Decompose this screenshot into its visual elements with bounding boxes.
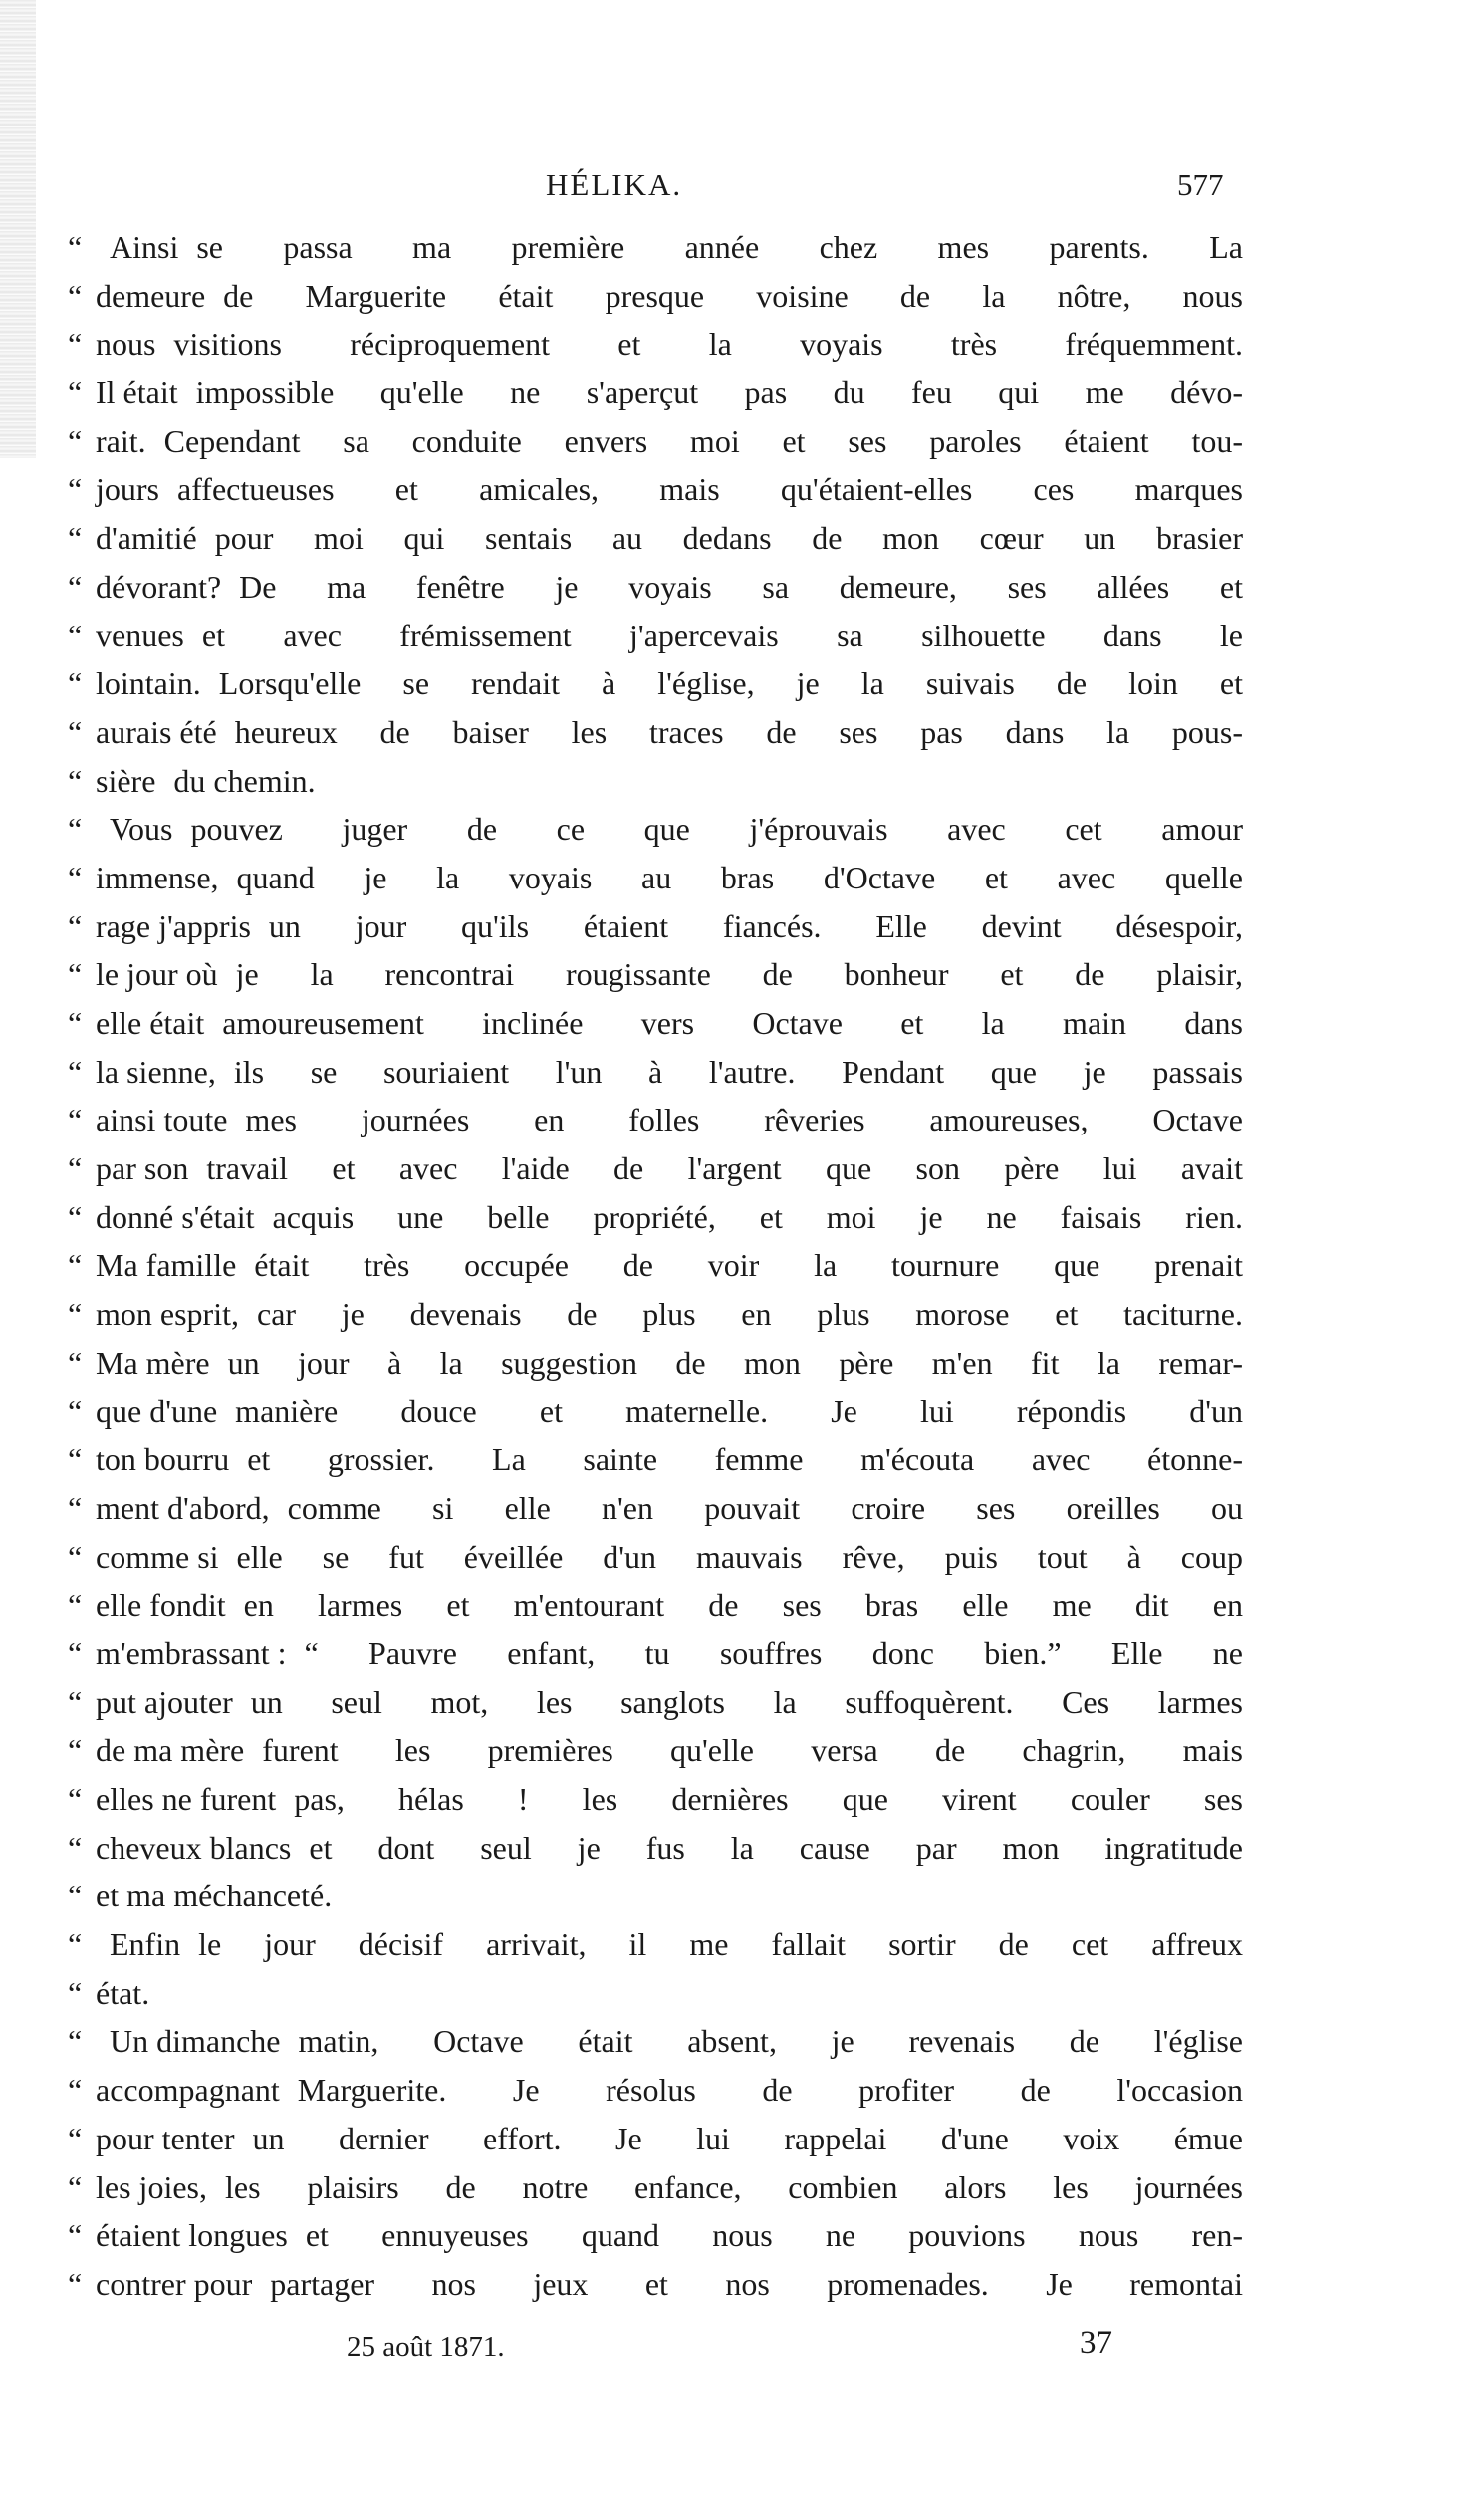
line-lead-words: cheveux blancs <box>96 1829 292 1866</box>
quote-mark: “ <box>68 617 83 653</box>
line-text: furent les premières qu'elle versa de chagrin, mais <box>262 1732 1243 1769</box>
line-text: était très occupée de voir la tournure que prenait <box>254 1247 1243 1284</box>
quote-mark: “ <box>68 1296 83 1333</box>
quote-mark: “ <box>68 375 83 411</box>
text-line <box>68 1636 1243 1684</box>
line-text: Lorsqu'elle se rendait à l'église, je la suivais de loin et <box>218 665 1243 702</box>
quote-mark: “ <box>68 1489 83 1526</box>
quote-mark: “ <box>68 326 83 363</box>
line-lead-words: Ma mère <box>96 1344 210 1381</box>
text-line <box>68 714 1243 763</box>
text-line <box>68 2121 1243 2169</box>
line-lead-words: Vous <box>110 811 173 848</box>
quote-mark: “ <box>68 2072 83 2109</box>
text-line <box>68 471 1243 520</box>
line-text: partager nos jeux et nos promenades. Je remontai <box>270 2265 1243 2302</box>
text-line <box>68 326 1243 375</box>
text-line <box>68 618 1243 666</box>
line-text: un jour qu'ils étaient fiancés. Elle devint désespoir, <box>268 907 1243 944</box>
text-line <box>68 665 1243 714</box>
line-text: elle se fut éveillée d'un mauvais rêve, puis tout à coup <box>236 1538 1243 1575</box>
line-lead-words: demeure <box>96 277 206 314</box>
line-text: manière douce et maternelle. Je lui répondis d'un <box>235 1392 1243 1429</box>
line-text: acquis une belle propriété, et moi je ne faisais rien. <box>272 1198 1243 1235</box>
line-lead-words: donné s'était <box>96 1198 255 1235</box>
line-lead-words: étaient longues <box>96 2217 288 2254</box>
quote-mark: “ <box>68 1198 83 1235</box>
line-lead-words: et ma méchanceté. <box>96 1878 333 1914</box>
line-text: en larmes et m'entourant de ses bras elle me dit en <box>243 1587 1243 1624</box>
text-line <box>68 1102 1243 1150</box>
line-text: un seul mot, les sanglots la suffoquèrent. Ces larmes <box>250 1683 1243 1720</box>
line-lead-words: jours <box>96 471 159 508</box>
text-line <box>68 569 1243 618</box>
quote-mark: “ <box>68 2023 83 2060</box>
line-text: de Marguerite était presque voisine de la nôtre, nous <box>223 277 1243 314</box>
running-header <box>0 167 1464 207</box>
quote-mark: “ <box>68 1635 83 1671</box>
line-lead-words: Un dimanche <box>110 2023 281 2060</box>
text-line <box>68 763 1243 812</box>
text-line <box>68 1878 1243 1926</box>
line-text: travail et avec l'aide de l'argent que son père lui avait <box>206 1150 1243 1187</box>
line-text: et grossier. La sainte femme m'écouta avec étonne- <box>247 1441 1243 1478</box>
line-lead-words: put ajouter <box>96 1683 233 1720</box>
quote-mark: “ <box>68 859 83 895</box>
text-line <box>68 1296 1243 1345</box>
line-text: pouvez juger de ce que j'éprouvais avec cet amour <box>190 811 1243 848</box>
quote-mark: “ <box>68 1392 83 1429</box>
line-text: “ Pauvre enfant, tu souffres donc bien.” Elle ne <box>304 1635 1243 1671</box>
line-text: matin, Octave était absent, je revenais de l'église <box>298 2023 1243 2060</box>
line-lead-words: elle était <box>96 1005 205 1041</box>
line-text: pas, hélas ! les dernières que virent couler ses <box>294 1781 1243 1817</box>
issue-date: 25 août 1871. <box>347 2331 505 2363</box>
quote-mark: “ <box>68 2217 83 2254</box>
text-line <box>68 2023 1243 2072</box>
quote-mark: “ <box>68 1781 83 1817</box>
quote-mark: “ <box>68 1441 83 1478</box>
line-lead-words: immense, <box>96 859 219 895</box>
line-lead-words: rait. <box>96 422 146 459</box>
line-text: De ma fenêtre je voyais sa demeure, ses allées et <box>239 568 1243 605</box>
text-line <box>68 520 1243 569</box>
line-lead-words: sière <box>96 762 156 799</box>
line-text: visitions réciproquement et la voyais très fréquemment. <box>173 326 1243 363</box>
quote-mark: “ <box>68 1247 83 1284</box>
text-line <box>68 1441 1243 1490</box>
quote-mark: “ <box>68 422 83 459</box>
line-text: quand je la voyais au bras d'Octave et avec quelle <box>236 859 1243 895</box>
quote-mark: “ <box>68 665 83 702</box>
page-number: 577 <box>1177 167 1224 202</box>
line-lead-words: état. <box>96 1974 150 2011</box>
line-text: pour moi qui sentais au dedans de mon cœur un brasier <box>214 520 1243 557</box>
quote-mark: “ <box>68 1344 83 1381</box>
line-text: les plaisirs de notre enfance, combien alors les journées <box>224 2168 1243 2205</box>
text-line <box>68 1830 1243 1879</box>
line-text: Cependant sa conduite envers moi et ses paroles étaient tou- <box>163 422 1243 459</box>
text-line <box>68 1539 1243 1588</box>
text-line <box>68 860 1243 908</box>
text-line <box>68 1587 1243 1636</box>
text-line <box>68 1490 1243 1539</box>
line-lead-words: lointain. <box>96 665 201 702</box>
page-footer <box>0 2325 1464 2371</box>
line-text: et avec frémissement j'apercevais sa silhouette dans le <box>201 617 1243 653</box>
quote-mark: “ <box>68 1683 83 1720</box>
line-lead-words: contrer pour <box>96 2265 253 2302</box>
line-text: ils se souriaient l'un à l'autre. Pendant que je passais <box>233 1053 1243 1090</box>
text-line <box>68 1781 1243 1830</box>
scan-edge-shadow <box>0 0 36 458</box>
line-lead-words: m'embrassant : <box>96 1635 287 1671</box>
quote-mark: “ <box>68 762 83 799</box>
quote-mark: “ <box>68 1926 83 1963</box>
line-lead-words: ainsi toute <box>96 1102 228 1138</box>
line-lead-words: elle fondit <box>96 1587 226 1624</box>
line-text: et ennuyeuses quand nous ne pouvions nous ren- <box>305 2217 1243 2254</box>
quote-mark: “ <box>68 2265 83 2302</box>
line-text: se passa ma première année chez mes parents. La <box>196 229 1243 265</box>
line-lead-words: ton bourru <box>96 1441 230 1478</box>
text-line <box>68 2169 1243 2218</box>
text-line <box>68 1199 1243 1248</box>
line-text: impossible qu'elle ne s'aperçut pas du feu qui me dévo- <box>195 375 1243 411</box>
text-line <box>68 1684 1243 1733</box>
line-lead-words: le jour où <box>96 956 218 993</box>
line-lead-words: rage j'appris <box>96 907 251 944</box>
line-lead-words: comme si <box>96 1538 219 1575</box>
line-text: du chemin. <box>173 762 316 799</box>
line-lead-words: Ma famille <box>96 1247 237 1284</box>
quote-mark: “ <box>68 1587 83 1624</box>
line-lead-words: elles ne furent <box>96 1781 277 1817</box>
quote-mark: “ <box>68 1102 83 1138</box>
line-text: Marguerite. Je résolus de profiter de l'occasion <box>297 2072 1243 2109</box>
line-lead-words: ment d'abord, <box>96 1489 270 1526</box>
text-line <box>68 956 1243 1005</box>
quote-mark: “ <box>68 1974 83 2011</box>
line-text: et dont seul je fus la cause par mon ingratitude <box>309 1829 1243 1866</box>
quote-mark: “ <box>68 1829 83 1866</box>
quote-mark: “ <box>68 713 83 750</box>
line-lead-words: de ma mère <box>96 1732 245 1769</box>
line-lead-words: nous <box>96 326 156 363</box>
text-line <box>68 1926 1243 1975</box>
quote-mark: “ <box>68 1732 83 1769</box>
text-line <box>68 278 1243 327</box>
line-text: le jour décisif arrivait, il me fallait sortir de cet affreux <box>198 1926 1243 1963</box>
text-line <box>68 229 1243 278</box>
line-lead-words: venues <box>96 617 184 653</box>
quote-mark: “ <box>68 229 83 265</box>
text-line <box>68 1975 1243 2024</box>
line-lead-words: aurais été <box>96 713 217 750</box>
line-text: mes journées en folles rêveries amoureuses, Octave <box>245 1102 1243 1138</box>
line-lead-words: par son <box>96 1150 189 1187</box>
line-lead-words: pour tenter <box>96 2120 235 2156</box>
text-line <box>68 423 1243 472</box>
quote-mark: “ <box>68 2168 83 2205</box>
line-text: un jour à la suggestion de mon père m'en fit la remar- <box>227 1344 1243 1381</box>
text-line <box>68 1732 1243 1781</box>
line-lead-words: accompagnant <box>96 2072 280 2109</box>
text-line <box>68 1150 1243 1199</box>
text-line <box>68 1393 1243 1442</box>
line-text: comme si elle n'en pouvait croire ses oreilles ou <box>287 1489 1243 1526</box>
quote-mark: “ <box>68 956 83 993</box>
line-text: un dernier effort. Je lui rappelai d'une voix émue <box>252 2120 1243 2156</box>
line-lead-words: Enfin <box>110 1926 181 1963</box>
line-lead-words: Il était <box>96 375 178 411</box>
line-text: je la rencontrai rougissante de bonheur et de plaisir, <box>235 956 1243 993</box>
line-text: heureux de baiser les traces de ses pas dans la pous- <box>234 713 1243 750</box>
quote-mark: “ <box>68 277 83 314</box>
line-lead-words: que d'une <box>96 1392 218 1429</box>
quote-mark: “ <box>68 1053 83 1090</box>
quote-mark: “ <box>68 1538 83 1575</box>
quote-mark: “ <box>68 471 83 508</box>
quote-mark: “ <box>68 520 83 557</box>
line-lead-words: les joies, <box>96 2168 207 2205</box>
signature-mark: 37 <box>1080 2325 1112 2361</box>
text-line <box>68 1247 1243 1296</box>
text-line <box>68 811 1243 860</box>
line-text: amoureusement inclinée vers Octave et la main dans <box>222 1005 1243 1041</box>
quote-mark: “ <box>68 907 83 944</box>
line-lead-words: dévorant? <box>96 568 222 605</box>
text-line <box>68 1054 1243 1103</box>
running-title: HÉLIKA. <box>546 167 683 202</box>
text-line <box>68 908 1243 957</box>
text-line <box>68 2266 1243 2315</box>
quote-mark: “ <box>68 568 83 605</box>
line-text: affectueuses et amicales, mais qu'étaient-elles ces marques <box>177 471 1243 508</box>
quote-mark: “ <box>68 1878 83 1914</box>
quote-mark: “ <box>68 811 83 848</box>
line-lead-words: mon esprit, <box>96 1296 239 1333</box>
text-line <box>68 2072 1243 2121</box>
text-line <box>68 1005 1243 1054</box>
text-line <box>68 2217 1243 2266</box>
line-lead-words: Ainsi <box>110 229 179 265</box>
quote-mark: “ <box>68 1005 83 1041</box>
quote-mark: “ <box>68 1150 83 1187</box>
line-lead-words: d'amitié <box>96 520 197 557</box>
line-text: car je devenais de plus en plus morose et taciturne. <box>256 1296 1243 1333</box>
line-lead-words: la sienne, <box>96 1053 216 1090</box>
text-line <box>68 1345 1243 1393</box>
text-line <box>68 375 1243 423</box>
body-text-block <box>68 229 1243 2315</box>
quote-mark: “ <box>68 2120 83 2156</box>
